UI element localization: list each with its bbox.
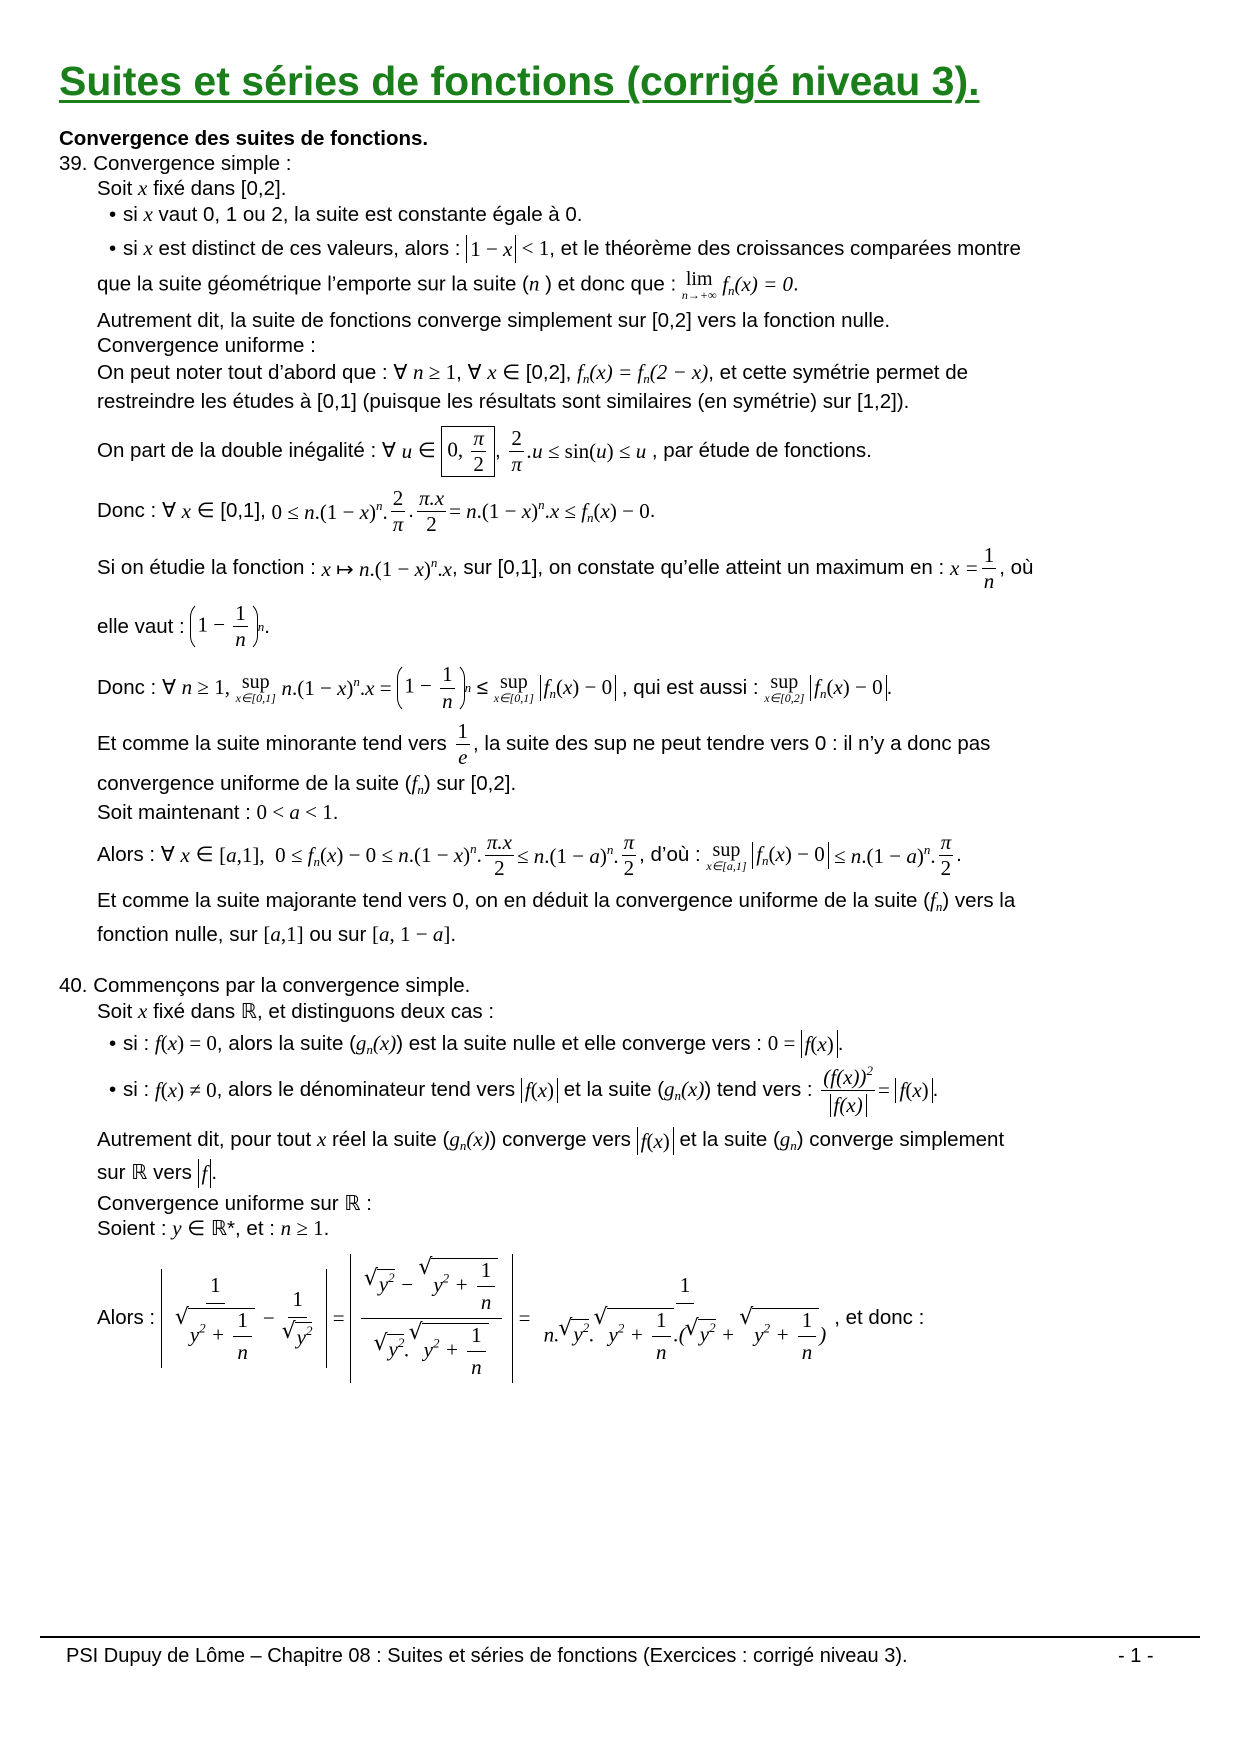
ex39-inequality-line: Donc : ∀ x ∈ [0,1], $0 \le n.(1 - x)^n$. $\frac{2}{\pi}$ . $\frac{\pi.x}{2}$ = $n.(1 - x)^n.x \le f_n(x) - 0$ .: [97, 485, 656, 536]
ex39-inequality-line: elle vaut : 1 − $\frac{1}{n}$ n .: [97, 601, 270, 652]
ex40-line: Soient : y ∈ ℝ*, et : n ≥ 1.: [97, 1216, 330, 1241]
ex40-heading: 40. Commençons par la convergence simple.: [59, 974, 471, 998]
ex39-line: restreindre les études à [0,1] (puisque les résultats sont similaires (en symétrie) sur [1,2]).: [97, 390, 910, 413]
section-heading: Convergence des suites de fonctions.: [59, 127, 429, 151]
exercise-40: [59, 974, 1179, 1383]
ex40-line: Autrement dit, pour tout x réel la suite $(g_n(x))$ converge vers f(x) et la suite $(g_n)$ converge simplement: [97, 1127, 1005, 1154]
ex39-line: Soit maintenant : 0 < a < 1.: [97, 800, 339, 825]
ex39-inequality-line: Donc : ∀ n ≥ 1, sup x∈[0,1] $n.(1 - x)^n.x$ = 1 − $\frac{1}{n}$ n ≤ sup x∈[0,1] $f_n(x) - 0$ , qui est aussi : sup x∈[0,2] $f_n(x) - 0$ .: [97, 662, 893, 713]
ex40-bullet-1: • si : f(x) = 0, alors la suite $(g_n(x))$ est la suite nulle et elle converge vers : 0 = f(x) .: [109, 1030, 844, 1057]
footer-divider: [40, 1636, 1200, 1638]
ex40-line: Convergence uniforme sur ℝ :: [97, 1191, 372, 1215]
ex39-bullet-1: • si x vaut 0, 1 ou 2, la suite est constante égale à 0.: [109, 201, 583, 226]
ex39-inequality-line: Si on étudie la fonction : x ↦ $n.(1 - x)^n.x$ , sur [0,1], on constate qu’elle atteint un maximum en : x = $\frac{1}{n}$ , où: [97, 543, 1034, 594]
ex39-line: convergence uniforme de la suite $(f_n)$ sur [0,2].: [97, 770, 517, 797]
ex39-line: que la suite géométrique l’emporte sur la suite (n ) et donc que : lim n→+∞ $f_n(x) = 0$.: [97, 268, 799, 303]
ex39-bullet-2: • si x est distinct de ces valeurs, alors : 1 − x < 1, et le théorème des croissances comparées montre: [109, 234, 1179, 264]
ex39-inequality-line: Alors : ∀ x ∈ [a,1], $0 \le f_n(x) - 0 \le n.(1 - x)^n$. $\frac{\pi.x}{2}$ ≤ $n.(1 - a)^n$. $\frac{\pi}{2}$ , d’où : sup x∈[a,1] $f_n(x) - 0$ ≤ $n.(1 - a)^n$. $\frac{\pi}{2}$ .: [97, 830, 962, 881]
document-body: [59, 58, 1179, 1383]
exercise-39: [59, 152, 1179, 949]
ex39-heading: 39. Convergence simple :: [59, 151, 292, 175]
ex39-line: Convergence uniforme :: [97, 333, 316, 357]
ex39-line: Soit x fixé dans [0,2].: [97, 176, 287, 201]
ex39-line: Autrement dit, la suite de fonctions converge simplement sur [0,2] vers la fonction nulle.: [97, 309, 891, 333]
ex39-line: Et comme la suite majorante tend vers 0, on en déduit la convergence uniforme de la suite $(f_n)$ vers la: [97, 888, 1016, 915]
page-footer: PSI Dupuy de Lôme – Chapitre 08 : Suites et séries de fonctions (Exercices : corrigé niveau 3).: [66, 1645, 908, 1667]
ex39-inequality-line: On part de la double inégalité : ∀ u ∈ 0, $\frac{\pi}{2}$ , $\frac{2}{\pi}$ .u ≤ sin(u) ≤ u , par étude de fonctions.: [97, 425, 872, 476]
page-number: - 1 -: [1118, 1645, 1154, 1667]
ex40-equation-line: Alors : 1 √ $y^2$ + $\frac{1}{n}$ − 1 √ $y^2$ = √ $y^2$ − √ $y^2$ + $\frac{1}{n}$ √ $y^2.√$ $y^2$ + $\frac{1}{n}$ = 1 n.√ $y^2.√$ $y^2$ + $\frac{1}{n}$ .(√ $y^2$ + √ $y^2$ + $\frac{1}{n}$ ) , et donc :: [97, 1254, 1179, 1383]
ex40-line: sur ℝ vers f .: [97, 1159, 1179, 1188]
ex39-line: fonction nulle, sur [a,1] ou sur [a, 1 − a].: [97, 921, 457, 946]
ex39-inequality-line: Et comme la suite minorante tend vers $\frac{1}{e}$ , la suite des sup ne peut tendre vers 0 : il n’y a donc pas: [97, 718, 991, 769]
ex39-line: On peut noter tout d’abord que : ∀ n ≥ 1, ∀ x ∈ [0,2], $f_n(x) = f_n(2 - x)$, et cette symétrie permet de: [97, 360, 968, 387]
page-title: Suites et séries de fonctions (corrigé niveau 3).: [59, 58, 980, 104]
ex40-bullet-2: • si : f(x) ≠ 0 , alors le dénominateur tend vers f(x) et la suite ( $g_n(x)$ ) tend vers : $\frac{(f(x))^2}{f(x)}$ = f(x) .: [109, 1063, 939, 1118]
ex40-line: Soit x fixé dans ℝ, et distinguons deux cas :: [97, 999, 495, 1024]
